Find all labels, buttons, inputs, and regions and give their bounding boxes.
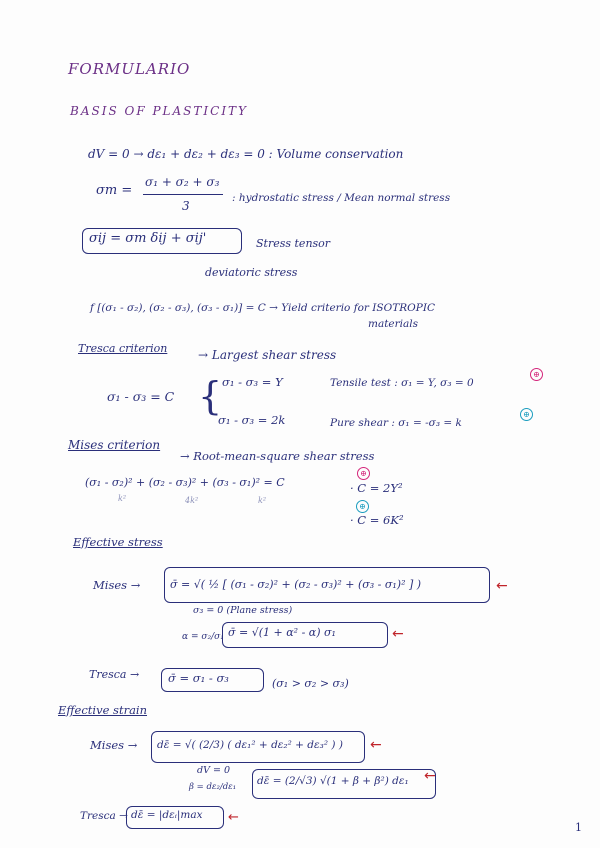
brace: { bbox=[198, 374, 223, 418]
mises-description: → Root-mean-square shear stress bbox=[180, 449, 375, 463]
deviatoric-label: deviatoric stress bbox=[205, 266, 298, 279]
effective-stress-mises: σ̄ = √( ½ [ (σ₁ - σ₂)² + (σ₂ - σ₃)² + (σ₃ - σ₁)² ] ) bbox=[170, 578, 422, 591]
teal-plus-icon-2: ⊕ bbox=[356, 500, 369, 513]
tresca-lhs: σ₁ - σ₃ = C bbox=[107, 389, 175, 404]
mises-under-1: k² bbox=[118, 494, 127, 503]
yield-criterion-materials: materials bbox=[368, 318, 419, 330]
section-subtitle: BASIS OF PLASTICITY bbox=[70, 104, 248, 118]
red-arrow-icon: ← bbox=[496, 578, 508, 594]
tresca-case-shear-desc: Pure shear : σ₁ = -σ₃ = k bbox=[330, 417, 462, 429]
red-arrow-icon-5: ← bbox=[228, 810, 239, 825]
effective-stress-plane: σ̄ = √(1 + α² - α) σ₁ bbox=[228, 626, 336, 639]
tresca-case-tensile: σ₁ - σ₃ = Y bbox=[222, 375, 283, 389]
mean-stress-numerator: σ₁ + σ₂ + σ₃ bbox=[145, 175, 220, 189]
volume-conservation: dV = 0 → dε₁ + dε₂ + dε₃ = 0 : Volume conservation bbox=[88, 147, 404, 161]
alpha-definition: α = σ₂/σ₁ bbox=[182, 632, 224, 642]
mises-case-2: · C = 6K² bbox=[350, 513, 404, 527]
effective-strain-plane: dε̄ = (2/√3) √(1 + β + β²) dε₁ bbox=[257, 775, 409, 787]
pink-plus-icon: ⊕ bbox=[530, 368, 543, 381]
stress-tensor-label: Stress tensor bbox=[256, 237, 331, 250]
red-arrow-icon-4: ← bbox=[424, 768, 436, 784]
tresca-label-2: Tresca → bbox=[80, 810, 128, 822]
tresca-order: (σ₁ > σ₂ > σ₃) bbox=[272, 677, 349, 690]
effective-strain-heading: Effective strain bbox=[58, 703, 148, 717]
beta-definition: β = dε₂/dε₁ bbox=[189, 782, 237, 792]
page-number: 1 bbox=[575, 821, 582, 834]
dv-zero-note: dV = 0 bbox=[197, 765, 230, 776]
mises-under-2: 4k² bbox=[185, 496, 199, 505]
tresca-case-tensile-desc: Tensile test : σ₁ = Y, σ₃ = 0 bbox=[330, 377, 474, 389]
page-title: FORMULARIO bbox=[68, 60, 191, 78]
plane-stress-note: σ₃ = 0 (Plane stress) bbox=[193, 605, 293, 616]
teal-plus-icon: ⊕ bbox=[520, 408, 533, 421]
effective-stress-heading: Effective stress bbox=[73, 535, 163, 549]
effective-stress-tresca: σ̄ = σ₁ - σ₃ bbox=[168, 671, 229, 685]
stress-tensor: σij = σm δij + σij' bbox=[89, 231, 207, 246]
mises-case-1: · C = 2Y² bbox=[350, 481, 403, 495]
tresca-strain: dε̄ = |dεᵢ|max bbox=[131, 809, 203, 821]
tresca-label: Tresca → bbox=[89, 668, 140, 681]
red-arrow-icon-3: ← bbox=[370, 737, 382, 753]
tresca-description: → Largest shear stress bbox=[198, 348, 337, 362]
mises-heading: Mises criterion bbox=[68, 438, 161, 452]
tresca-heading: Tresca criterion bbox=[78, 342, 168, 355]
mises-under-3: k² bbox=[258, 496, 267, 505]
pink-plus-icon-2: ⊕ bbox=[357, 467, 370, 480]
yield-criterion: f [(σ₁ - σ₂), (σ₂ - σ₃), (σ₃ - σ₁)] = C → Yield criterio for ISOTROPIC bbox=[90, 302, 435, 314]
mean-stress-description: : hydrostatic stress / Mean normal stress bbox=[232, 192, 451, 204]
tresca-case-shear: σ₁ - σ₃ = 2k bbox=[218, 413, 286, 427]
mises-equation: (σ₁ - σ₂)² + (σ₂ - σ₃)² + (σ₃ - σ₁)² = C bbox=[85, 476, 285, 489]
red-arrow-icon-2: ← bbox=[392, 626, 404, 642]
fraction-bar bbox=[143, 194, 223, 195]
mises-label: Mises → bbox=[93, 578, 141, 592]
effective-strain-mises: dε̄ = √( (2/3) ( dε₁² + dε₂² + dε₃² ) ) bbox=[157, 739, 343, 751]
mises-label-2: Mises → bbox=[90, 738, 138, 752]
mean-stress-lhs: σm = bbox=[96, 183, 133, 198]
mean-stress-denominator: 3 bbox=[182, 199, 190, 213]
